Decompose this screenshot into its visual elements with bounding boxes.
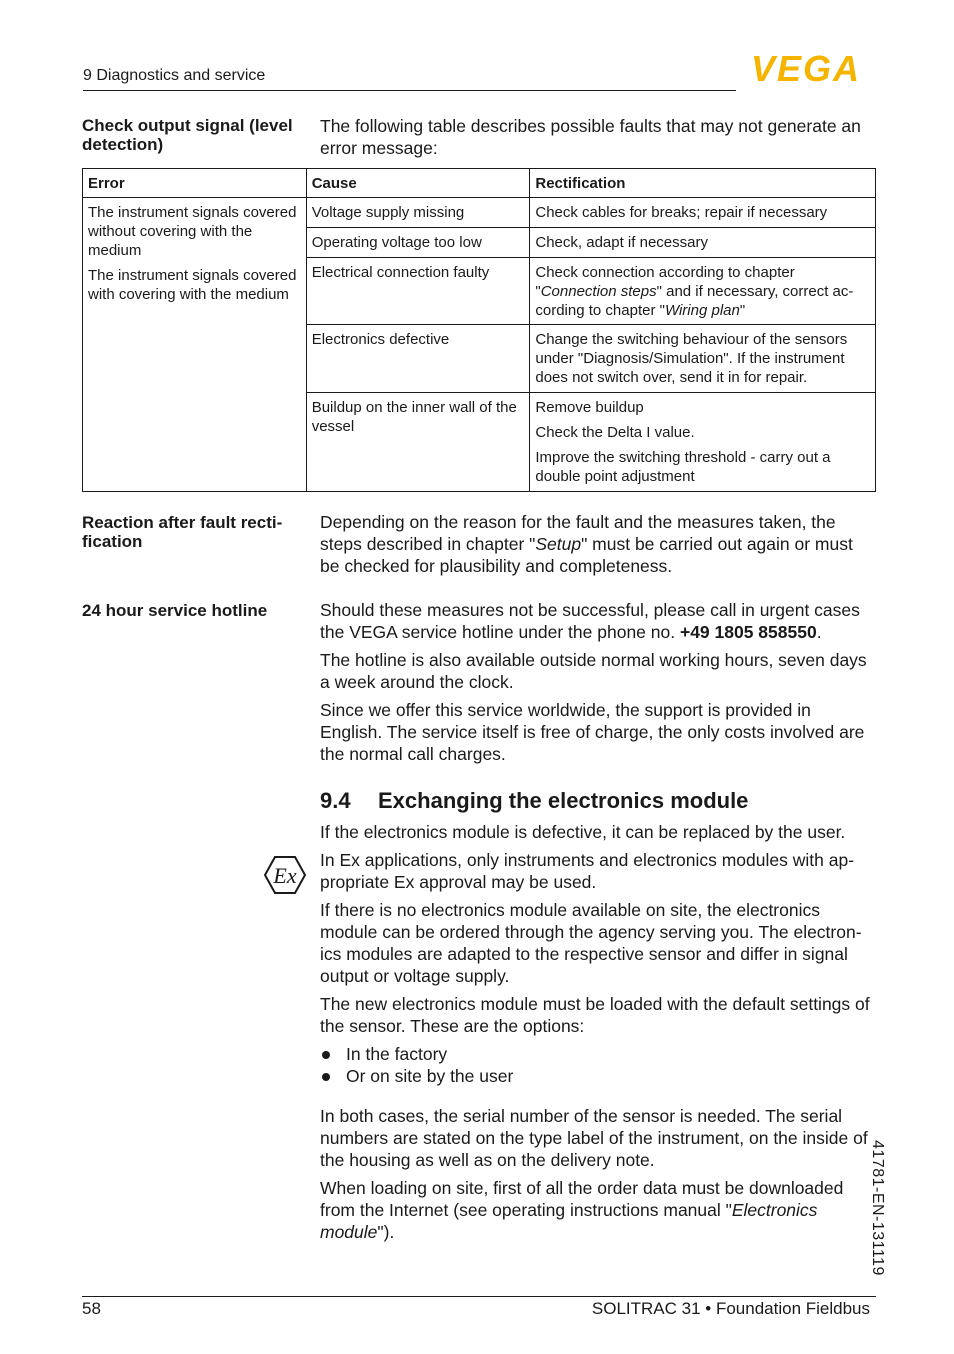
hotline-para-1 — [320, 599, 876, 643]
reaction-emphasis: Setup — [535, 534, 582, 554]
section-number: 9.4 — [320, 788, 351, 813]
fix-cell: Change the switching behaviour of the sensors under "Diagnosis/Simulation". If the instrument does not switch over, send it in for repair. — [530, 325, 876, 393]
fix-text: Remove buildup — [535, 399, 644, 416]
header-divider — [83, 90, 736, 91]
header-rectification: Rectification — [530, 169, 876, 198]
section-para-1: If the electronics module is defective, it can be replaced by the user. — [320, 822, 846, 842]
ex-icon — [264, 855, 306, 895]
hotline-para-2: The hotline is also available outside normal working hours, seven days a week around the clock. — [320, 650, 867, 692]
fix-cell: Check cables for breaks; repair if necessary — [530, 198, 876, 228]
error-text-2: The instrument signals covered with covering with the medium — [88, 267, 297, 303]
header-cause: Cause — [306, 169, 530, 198]
cause-cell: Operating voltage too low — [306, 228, 530, 258]
check-output-intro: The following table describes possible faults that may not generate an error message: — [320, 116, 861, 158]
fix-emphasis: Wiring plan — [664, 302, 740, 319]
list-item: Or on site by the user — [320, 1065, 876, 1087]
list-item: In the factory — [320, 1043, 876, 1065]
fix-emphasis: Connection steps — [540, 283, 657, 300]
cause-cell: Buildup on the inner wall of the vessel — [306, 393, 530, 492]
section-para-5: In both cases, the serial number of the sensor is needed. The serial numbers are stated on the type label of the instrument, on the inside of the housing as well as on the delivery note. — [320, 1106, 868, 1170]
fix-text: Check connection according to chapter " — [535, 264, 795, 300]
page-number: 58 — [82, 1299, 101, 1318]
section-para-4: The new electronics module must be loaded with the default settings of the sensor. These are the options: — [320, 994, 870, 1036]
options-list — [320, 1043, 876, 1087]
reaction-text-b: " must be carried out again or must be checked for plausibility and completeness. — [320, 534, 853, 576]
reaction-label: Reaction after fault rectification — [82, 513, 283, 551]
document-code: 41781-EN-131119 — [869, 1140, 886, 1276]
fix-text: " and if necessary, correct according to chapter " — [535, 283, 854, 319]
section-heading — [320, 788, 748, 814]
footer-divider — [82, 1296, 876, 1297]
footer-title: SOLITRAC 31 • Foundation Fieldbus — [591, 1299, 870, 1318]
check-output-label: Check output signal (level detection) — [82, 116, 293, 154]
section-para-2: In Ex applications, only instruments and electronics modules with appropriate Ex approval may be used. — [320, 850, 855, 892]
section-text-b: "). — [377, 1222, 395, 1242]
reaction-text — [320, 511, 876, 577]
hotline-text-b: . — [816, 622, 822, 642]
hotline-text — [320, 599, 876, 771]
fix-text: Improve the switching threshold - carry out a double point adjustment — [535, 449, 831, 485]
hotline-para-3: Since we offer this service worldwide, the support is provided in English. The service itself is free of charge, the only costs involved are the normal call charges. — [320, 700, 865, 764]
cause-cell: Electronics defective — [306, 325, 530, 393]
cause-cell: Electrical connection faulty — [306, 258, 530, 325]
chapter-header: 9 Diagnostics and service — [83, 67, 266, 84]
section-para-6 — [320, 1177, 876, 1243]
vega-logo-text: VEGA — [750, 52, 862, 84]
section-title: Exchanging the electronics module — [378, 788, 749, 813]
section-text-a: When loading on site, first of all the order data must be downloaded from the Internet (see operating instructions manual " — [320, 1178, 844, 1220]
table-header-row — [83, 169, 876, 198]
fix-text: " — [739, 302, 746, 319]
hotline-text-a: Should these measures not be successful, please call in urgent cases the VEGA service hotline under the phone no. — [320, 600, 860, 642]
hotline-label: 24 hour service hotline — [82, 601, 268, 620]
fix-text: Check the Delta I value. — [535, 424, 695, 441]
cause-cell: Voltage supply missing — [306, 198, 530, 228]
table-row — [83, 198, 876, 228]
fix-cell — [530, 393, 876, 492]
svg-text:Ex: Ex — [273, 863, 297, 888]
section-para-3: If there is no electronics module available on site, the electronics module can be ordered through the agency serving you. The electronics modules are adapted to the respective sensor and differ in signal output or voltage supply. — [320, 900, 862, 986]
section-emphasis: Electronics module — [320, 1200, 818, 1242]
fault-table — [82, 168, 876, 492]
reaction-text-a: Depending on the reason for the fault and the measures taken, the steps described in chapter " — [320, 512, 836, 554]
fix-cell — [530, 258, 876, 325]
error-text-1: The instrument signals covered without covering with the medium — [88, 204, 297, 259]
error-cell — [83, 198, 307, 492]
vega-logo — [740, 52, 872, 84]
header-error: Error — [83, 169, 307, 198]
hotline-phone: +49 1805 858550 — [679, 622, 817, 642]
section-body — [320, 821, 876, 1249]
fix-cell: Check, adapt if necessary — [530, 228, 876, 258]
